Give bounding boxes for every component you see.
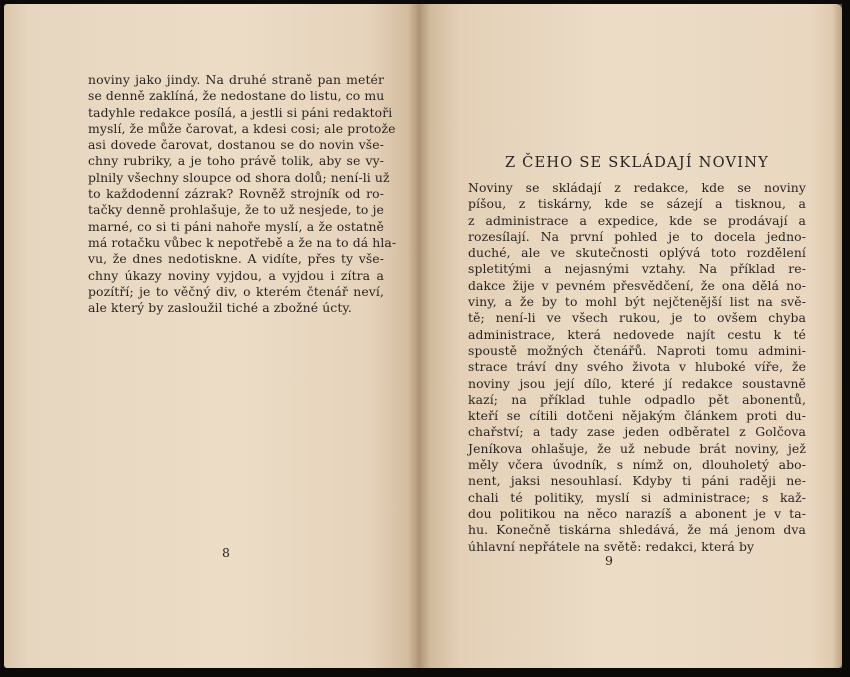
left-page [4,4,418,668]
left-page-text [88,72,397,316]
text-line: Jeníkova ohlašuje, že už nebude brát noviny, jež [468,440,806,456]
chapter-title: Z ČEHO SE SKLÁDAJÍ NOVINY [504,154,770,171]
text-line: kazí; na příklad tuhle odpadlo pět abonentů, [468,391,806,407]
text-line: z administrace a expedice, kde se prodávají a [468,212,806,228]
text-line: chny rubriky, a je toho právě tolik, aby se vy- [88,153,384,169]
book-gutter [408,4,430,668]
text-line: dakce žije v pevném přesvědčení, že ona dělá no- [468,277,806,293]
text-line: měly včera úvodník, s nímž on, dlouholetý abo- [468,457,806,473]
text-line: hu. Konečně tiskárna shledává, že má jenom dva [468,522,806,538]
text-line: duché, ale ve skutečnosti oplývá toto rozdělení [468,245,806,261]
text-line: strace tráví dny svého života v hluboké víře, že [468,359,806,375]
text-line: ale který by zasloužil tiché a zbožné úcty. [88,300,352,316]
text-line: tě; není-li ve všech rukou, je to ovšem chyba [468,310,806,326]
text-line: administrace, která nedovede najít cestu k té [468,326,806,342]
text-line: noviny jsou její dílo, které jí redakce soustavně [468,375,806,391]
text-line: spoustě možných čtenářů. Naproti tomu admini- [468,342,806,358]
text-line: vu, že dnes nedotiskne. A vidíte, přes ty vše- [88,251,384,267]
text-line: se denně zaklíná, že nedostane do listu, co mu [88,88,385,104]
text-line: viny, a že by to mohl být nejčtenější list na svě- [468,294,806,310]
text-line: dou politikou na něco narazíš a abonent je v ta- [468,505,806,521]
text-line: myslí, že může čarovat, a kdesi cosi; ale protože [88,120,396,136]
text-line: rozesílají. Na první pohled je to docela jedno- [468,228,806,244]
text-line: chali té politiky, myslí si administrace; s kaž- [468,489,806,505]
page-edge-shadow [832,4,842,668]
text-line: spletitými a nejasnými vztahy. Na příklad re- [468,261,806,277]
text-line: plnily všechny sloupce od shora dolů; není-li už [88,169,390,185]
text-line: noviny jako jindy. Na druhé straně pan metér [88,72,384,87]
page-number-left: 8 [222,545,230,560]
text-line: tačky denně prohlašuje, že to už nesjede, to je [88,202,384,218]
text-line: tadyhle redakce posílá, a jestli si páni redaktoři [88,104,393,120]
text-line: má rotačku vůbec k nepotřebě a že na to dá hla- [88,234,397,250]
right-page [418,4,842,668]
page-number-right: 9 [605,553,613,568]
text-line: Noviny se skládají z redakce, kde se noviny [468,180,806,195]
text-line: úhlavní nepřátele na světě: redakci, která by [468,538,755,554]
text-line: to každodenní zázrak? Rovněž strojník od ro- [88,186,384,202]
book-spread [4,4,842,670]
right-page-text [468,180,806,555]
text-line: chařství; a tady zase jeden odběratel z Golčova [468,424,806,440]
text-line: marné, co si ti páni nahoře myslí, a že ostatně [88,218,384,234]
text-line: kteří se cítili dotčeni nějakým článkem proti du- [468,408,806,424]
text-line: píšou, z tiskárny, kde se sázejí a tisknou, a [468,196,806,212]
text-line: nent, jaksi nesouhlasí. Kdyby ti páni raději ne- [468,473,806,489]
text-line: chny úkazy noviny vyjdou, a vyjdou i zítra a [88,267,384,283]
text-line: asi dovede čarovat, dostanou se do novin vše- [88,137,384,153]
text-line: pozítří; je to věčný div, o kterém čtenář neví, [88,283,384,299]
